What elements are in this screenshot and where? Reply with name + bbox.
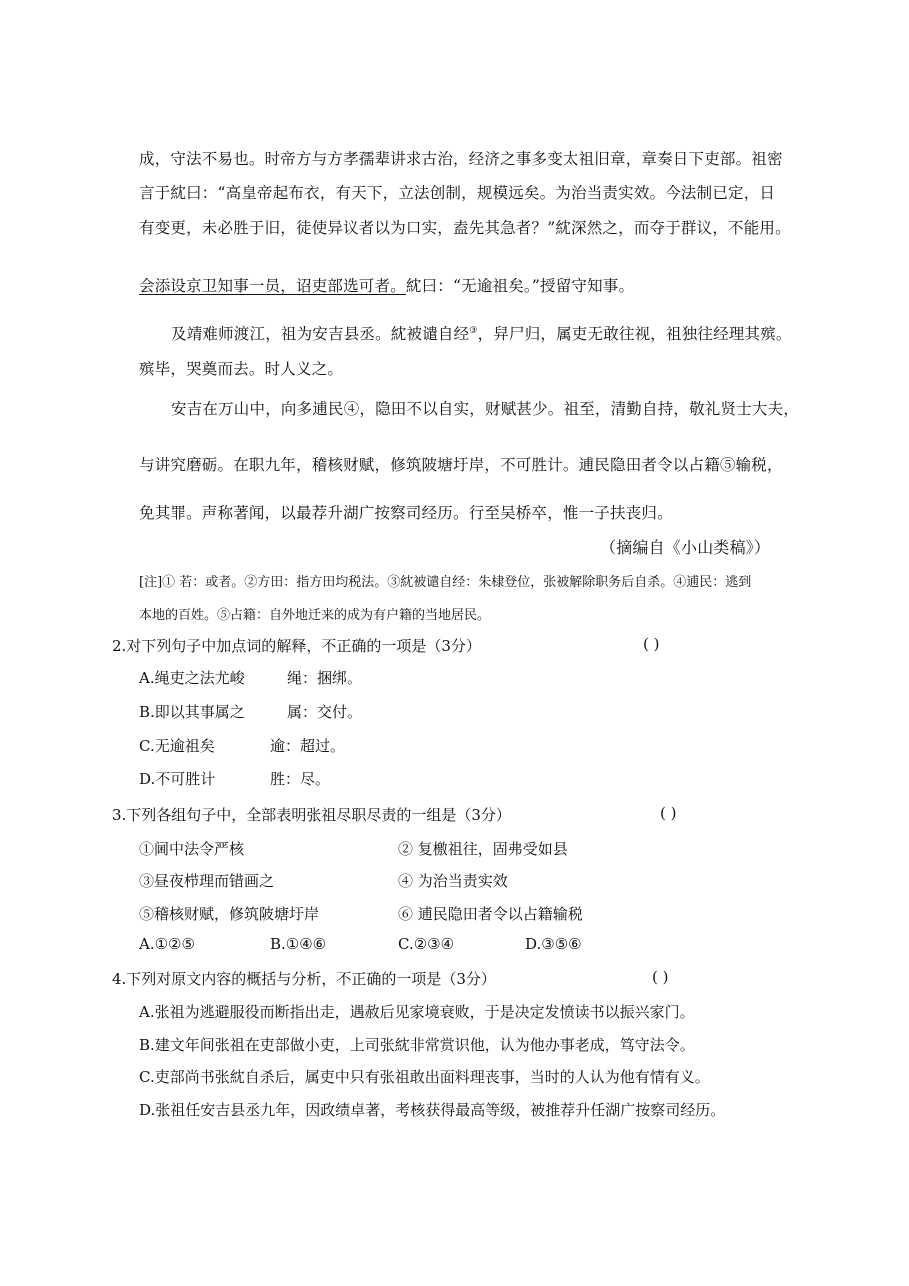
option-b: B.建文年间张祖在吏部做小吏，上司张紞非常赏识他，认为他办事老成，笃守法令。 bbox=[139, 1036, 695, 1054]
option-d: D.不可胜计 bbox=[139, 770, 216, 788]
passage-line: 有变更，未必胜于旧，徒使异议者以为口实，盍先其急者？”紞深然之，而夺于群议，不能用。 bbox=[139, 219, 791, 237]
option-a: A.①②⑤ bbox=[139, 935, 195, 953]
q3-item: ⑤稽核财赋，修筑陂塘圩岸 bbox=[139, 905, 320, 923]
answer-blank[interactable]: ( ) bbox=[652, 968, 669, 986]
annotation-note: 本地的百姓。⑤占籍：自外地迁来的成为有户籍的当地居民。 bbox=[139, 608, 491, 623]
option-d-gloss: 胜：尽。 bbox=[270, 770, 331, 788]
option-a-gloss: 绳：捆绑。 bbox=[287, 669, 363, 687]
option-c: C.无逾祖矣 bbox=[139, 737, 215, 755]
question-4-stem: 4.下列对原文内容的概括与分析，不正确的一项是（3分） bbox=[112, 970, 496, 988]
passage-line-2 bbox=[139, 274, 634, 296]
passage-line-3 bbox=[171, 322, 792, 344]
option-b-gloss: 属：交付。 bbox=[287, 703, 363, 721]
footnote-mark: ③ bbox=[469, 325, 478, 336]
q3-item: ② 复檄祖往，固弗受如县 bbox=[398, 840, 568, 858]
option-a: A.绳吏之法尤峻 bbox=[139, 669, 245, 687]
question-3-stem: 3.下列各组句子中，全部表明张祖尽职尽责的一组是（3分） bbox=[112, 806, 511, 824]
q3-item: ③昼夜栉理而错画之 bbox=[139, 872, 275, 890]
annotation-note: [注]① 若：或者。②方田：指方田均税法。③紞被谴自经：朱棣登位，张被解除职务后自杀。④逋民：逃到 bbox=[139, 575, 752, 590]
passage-text: 紞曰：“无逾祖矣。”授留守知事。 bbox=[405, 277, 635, 295]
passage-line: 殡毕，哭奠而去。时人义之。 bbox=[139, 360, 344, 378]
q3-item: ④ 为治当责实效 bbox=[398, 872, 508, 890]
option-b: B.即以其事属之 bbox=[139, 703, 245, 721]
option-d: D.张祖任安吉县丞九年，因政绩卓著，考核获得最高等级，被推荐升任湖广按察司经历。 bbox=[139, 1101, 726, 1119]
passage-line: 成，守法不易也。时帝方与方孝孺辈讲求古治，经济之事多变太祖旧章，章奏日下吏部。祖密 bbox=[139, 150, 783, 168]
q3-item: ①阃中法令严核 bbox=[139, 840, 245, 858]
option-a: A.张祖为逃避服役而断指出走，遇赦后见家境衰败，于是决定发愤读书以振兴家门。 bbox=[139, 1003, 695, 1021]
answer-blank[interactable]: ( ) bbox=[660, 804, 677, 822]
option-b: B.①④⑥ bbox=[270, 935, 327, 953]
option-c-gloss: 逾：超过。 bbox=[270, 737, 346, 755]
passage-line: 言于紞曰：“高皇帝起布衣，有天下，立法创制，规模远矣。为治当责实效。今法制已定，日 bbox=[139, 184, 776, 202]
source-attribution: （摘编自《小山类稿》） bbox=[600, 538, 771, 557]
option-d: D.③⑤⑥ bbox=[525, 935, 582, 953]
passage-text: ，舁尸归，属吏无敢往视，祖独往经理其殡。 bbox=[477, 325, 792, 343]
option-c: C.吏部尚书张紞自杀后，属吏中只有张祖敢出面料理丧事，当时的人认为他有情有义。 bbox=[139, 1068, 710, 1086]
passage-text: 及靖难师渡江，祖为安吉县丞。紞被谴自经 bbox=[171, 325, 470, 343]
option-c: C.②③④ bbox=[398, 935, 455, 953]
question-2-stem: 2.对下列句子中加点词的解释，不正确的一项是（3分） bbox=[112, 637, 481, 655]
passage-line: 安吉在万山中，向多逋民④，隐田不以自实，财赋甚少。祖至，清勤自持，敬礼贤士大夫， bbox=[171, 400, 800, 418]
passage-line: 与讲究磨砺。在职九年，稽核财赋，修筑陂塘圩岸，不可胜计。逋民隐田者令以占籍⑤输税， bbox=[139, 456, 783, 474]
q3-item: ⑥ 逋民隐田者令以占籍输税 bbox=[398, 905, 583, 923]
answer-blank[interactable]: ( ) bbox=[643, 635, 660, 653]
underlined-sentence: 会添设京卫知事一员，诏吏部选可者。 bbox=[139, 277, 406, 295]
passage-line: 免其罪。声称著闻，以最荐升湖广按察司经历。行至吴桥卒，惟一子扶丧归。 bbox=[139, 504, 673, 522]
